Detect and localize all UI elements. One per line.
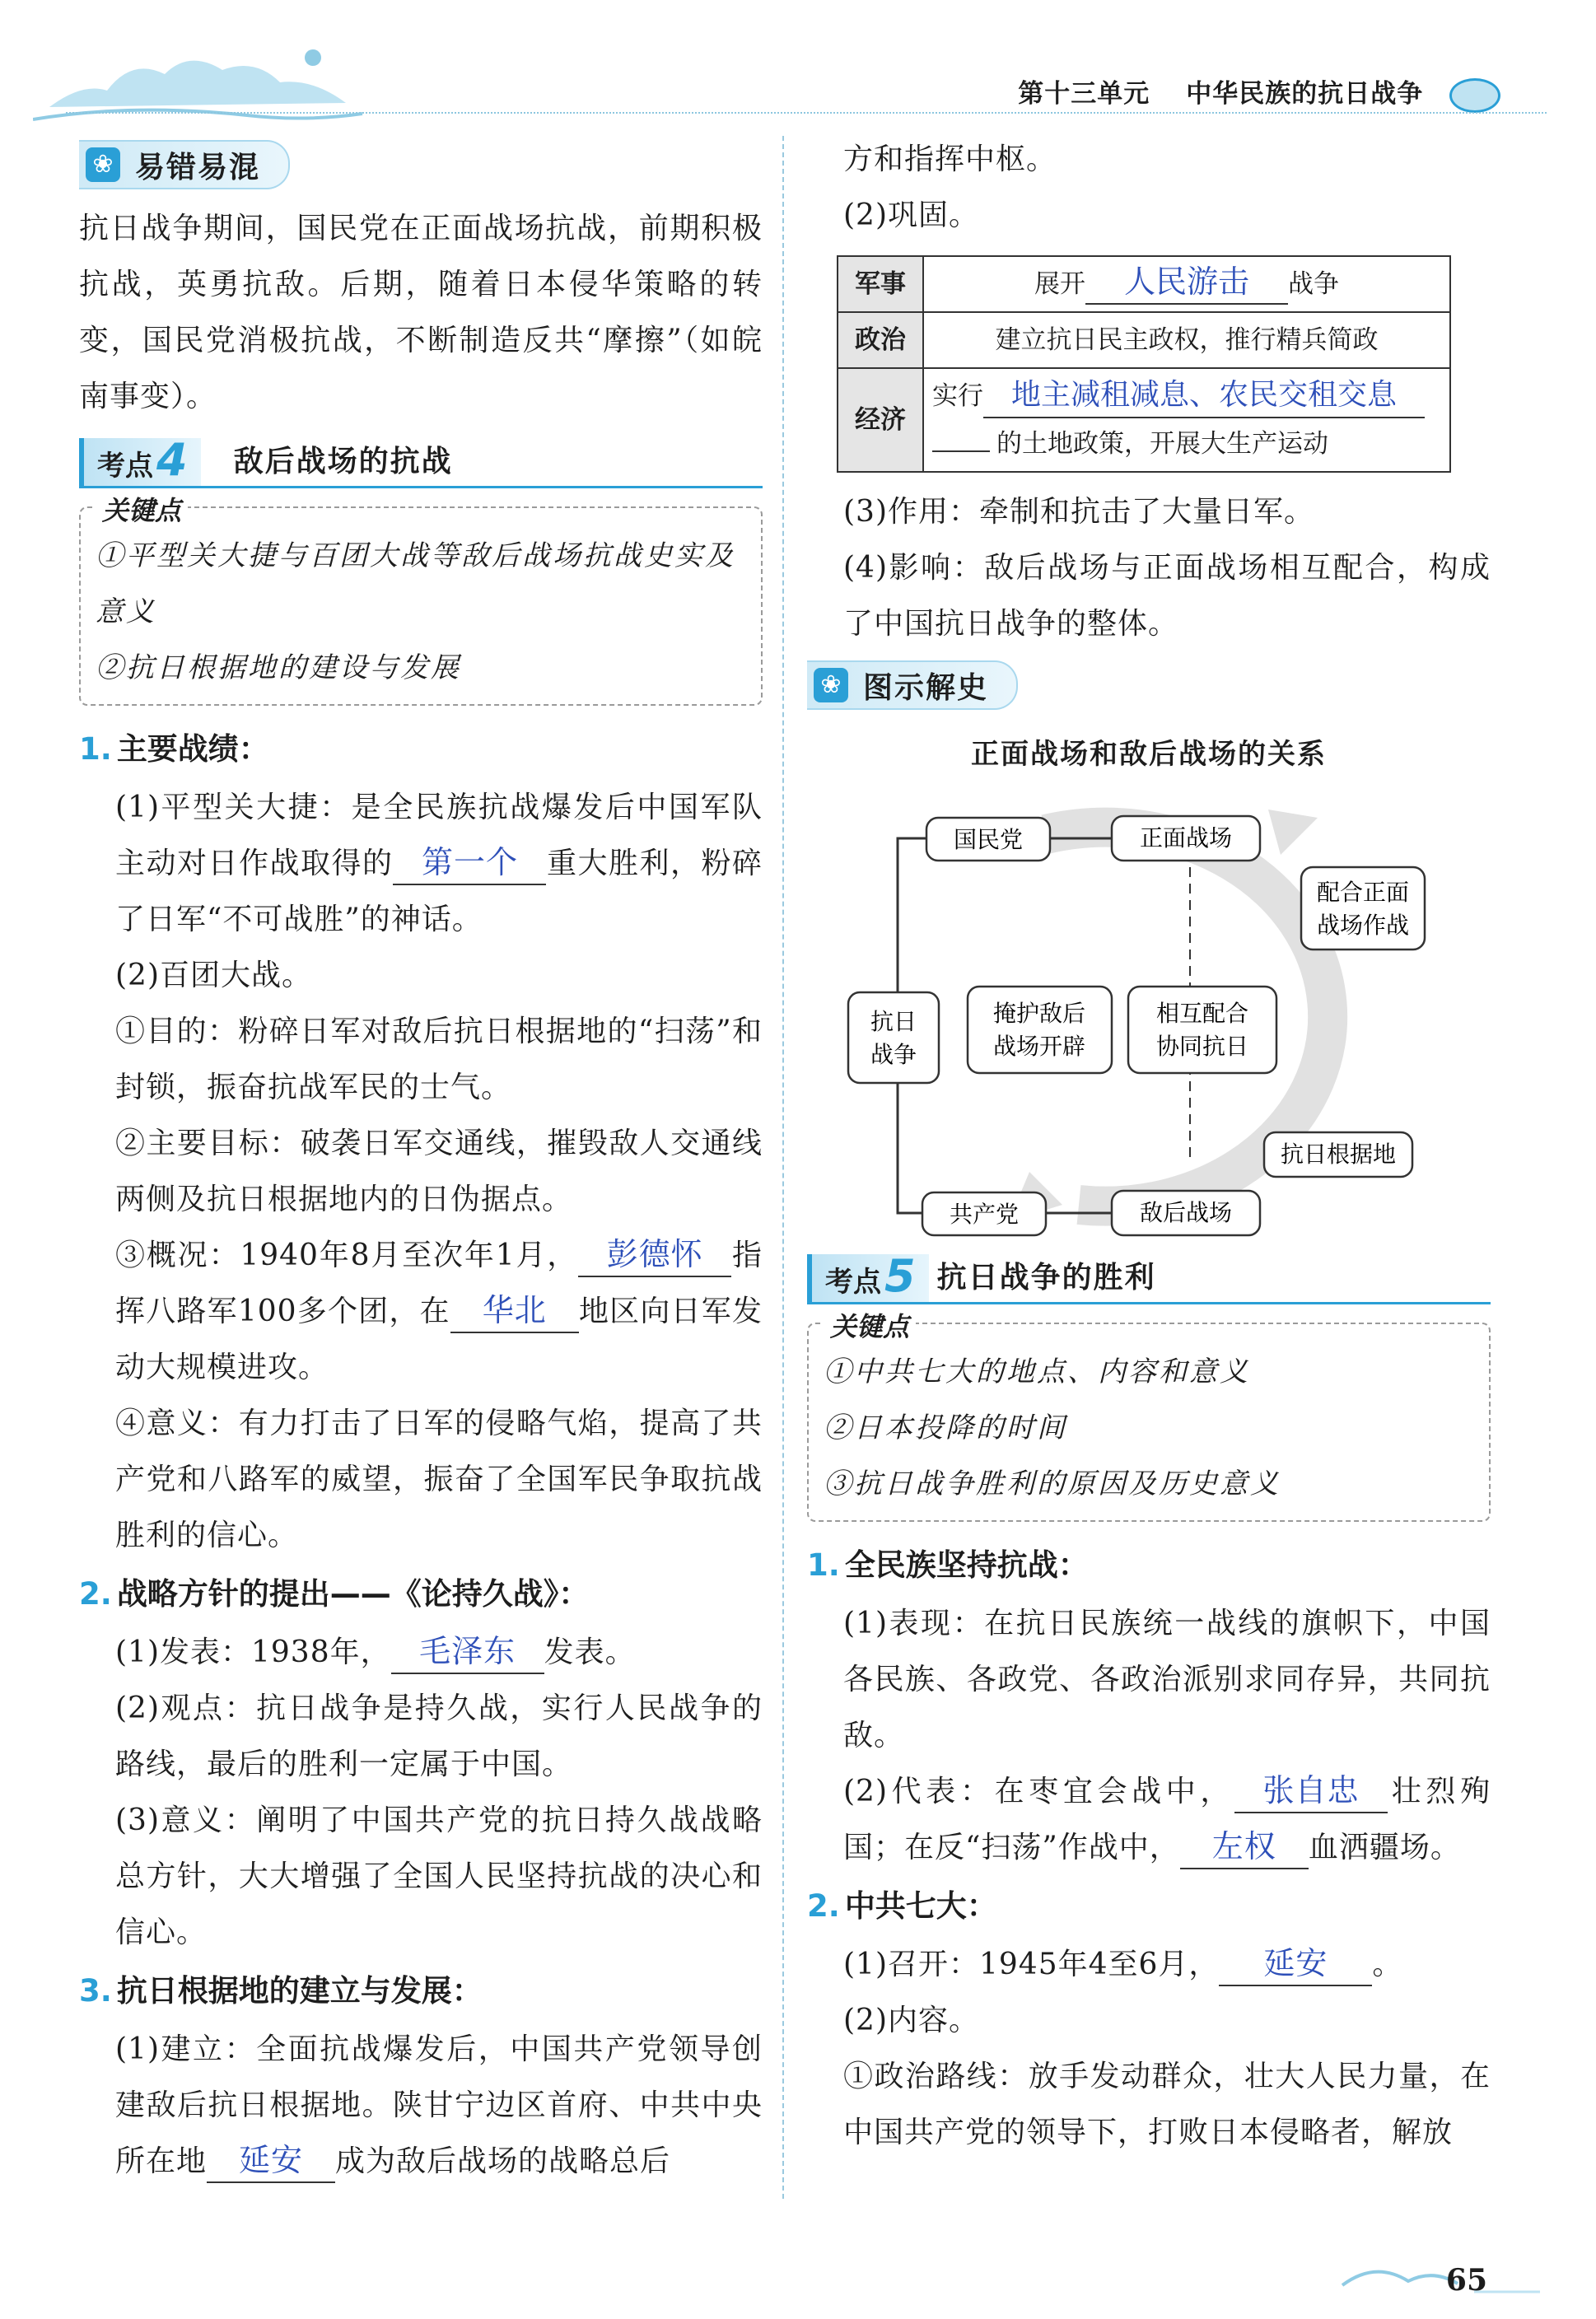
paragraph <box>79 1228 763 1396</box>
section-title: 抗日根据地的建立与发展： <box>116 1973 483 2009</box>
column-divider <box>782 136 784 2199</box>
table-key: 军事 <box>838 256 923 312</box>
answer-blank[interactable]: 张自忠 <box>1234 1769 1388 1813</box>
table-row <box>838 256 1450 312</box>
key-point: ①平型关大捷与百团大战等敌后战场抗战史实及意义 <box>96 539 735 628</box>
node-kmt <box>926 818 1050 861</box>
paragraph: (2)巩固。 <box>843 198 979 232</box>
unit-label: 第十三单元 <box>1018 79 1150 109</box>
node-label: 协同抗日 <box>1155 1033 1249 1060</box>
paragraph <box>807 1764 1491 1876</box>
section-title: 战略方针的提出——《论持久战》： <box>116 1576 590 1612</box>
globe-icon <box>1449 78 1500 113</box>
kaodian-4-heading <box>79 435 763 488</box>
paragraph <box>79 2022 763 2190</box>
text: 。 <box>1372 1948 1403 1981</box>
kaodian-badge <box>79 434 201 486</box>
key-points-title: 关键点 <box>824 1306 916 1344</box>
section-number: 1. <box>807 1547 840 1583</box>
page-number: 65 <box>1445 2263 1487 2298</box>
key-point: ①中共七大的地点、内容和意义 <box>824 1355 1250 1388</box>
node-label: 抗日根据地 <box>1280 1141 1397 1168</box>
flower-icon: ❀ <box>814 668 848 702</box>
text: 地区向日军发动大规模进攻。 <box>115 1295 763 1384</box>
node-base <box>1264 1132 1412 1177</box>
left-column <box>79 132 763 2190</box>
section-number: 3. <box>79 1973 112 2009</box>
kaodian-badge <box>807 1250 929 1302</box>
text: (1)发表：1938年， <box>115 1635 391 1669</box>
table-key: 政治 <box>838 312 923 368</box>
paragraph: ①目的：粉碎日军对敌后抗日根据地的“扫荡”和封锁，振奋抗战军民的士气。 <box>115 1015 763 1104</box>
paragraph: ①政治路线：放手发动群众，壮大人民力量，在中国共产党的领导下，打败日本侵略者，解放 <box>843 2060 1491 2149</box>
node-mutual <box>1128 987 1276 1073</box>
text: (1)召开：1945年4至6月， <box>843 1948 1220 1981</box>
answer-blank[interactable]: 地主减租减息、农民交租交息 <box>983 374 1425 418</box>
consolidation-table <box>837 255 1451 473</box>
answer-blank[interactable]: 左权 <box>1180 1825 1309 1869</box>
tip-text: 抗日战争期间，国民党在正面战场抗战，前期积极抗战，英勇抗敌。后期，随着日本侵华策略的转变，国民党消极抗战，不断制造反共“摩擦”（如皖南事变）。 <box>79 212 763 413</box>
answer-blank[interactable]: 延安 <box>207 2139 335 2183</box>
node-label: 战场作战 <box>1316 912 1410 939</box>
paragraph: (2)百团大战。 <box>115 959 312 992</box>
connector <box>898 1065 922 1213</box>
paragraph <box>807 1937 1491 1993</box>
node-label: 抗日 <box>870 1008 917 1035</box>
blank-line <box>932 426 990 452</box>
node-war <box>848 992 939 1083</box>
section-title: 中共七大： <box>844 1888 997 1924</box>
answer-blank[interactable]: 延安 <box>1219 1942 1372 1986</box>
answer-blank[interactable]: 华北 <box>450 1289 579 1333</box>
section-heading <box>79 721 763 778</box>
answer-blank[interactable]: 第一个 <box>393 841 546 885</box>
text: 战争 <box>1288 269 1339 299</box>
paragraph: (3)意义：阐明了中国共产党的抗日持久战战略总方针，大大增强了全国人民坚持抗战的决心和信心。 <box>115 1803 763 1949</box>
relationship-diagram <box>807 777 1491 1238</box>
table-cell <box>923 256 1450 312</box>
connector <box>898 838 926 1015</box>
section-heading <box>807 1537 1491 1594</box>
section-title: 主要战绩： <box>116 731 269 767</box>
key-point: ②日本投降的时间 <box>824 1411 1067 1444</box>
page-header <box>0 0 1596 132</box>
node-label: 战场开辟 <box>992 1033 1086 1060</box>
kaodian-label: 考点 <box>825 1266 881 1299</box>
node-cpc <box>922 1192 1046 1235</box>
unit-title: 中华民族的抗日战争 <box>1186 79 1424 109</box>
paragraph: (2)观点：抗日战争是持久战，实行人民战争的路线，最后的胜利一定属于中国。 <box>115 1691 763 1781</box>
text: 发表。 <box>544 1635 636 1669</box>
section-heading <box>807 1878 1491 1935</box>
text: 壮烈殉国；在反“扫荡”作战中， <box>843 1775 1491 1864</box>
kaodian-number: 4 <box>156 434 188 486</box>
table-cell <box>923 368 1450 472</box>
paragraph: ④意义：有力打击了日军的侵略气焰，提高了共产党和八路军的威望，振奋了全国军民争取抗战胜利的信心。 <box>115 1407 763 1552</box>
kaodian-title: 抗日战争的胜利 <box>936 1261 1156 1295</box>
diagram-title: 正面战场和敌后战场的关系 <box>971 738 1327 771</box>
node-front <box>1112 816 1260 861</box>
table-row <box>838 312 1450 368</box>
key-points-title: 关键点 <box>96 490 188 528</box>
arrowhead <box>1268 810 1318 855</box>
kaodian-number: 5 <box>884 1250 916 1302</box>
node-label: 国民党 <box>953 826 1024 853</box>
node-cover <box>968 987 1112 1073</box>
key-points-box <box>79 495 763 706</box>
section-title: 全民族坚持抗战： <box>844 1547 1089 1583</box>
node-label: 共产党 <box>949 1201 1020 1228</box>
node-label: 配合正面 <box>1316 879 1410 906</box>
diagram-tag-label: 图示解史 <box>863 670 989 705</box>
table-row <box>838 368 1450 472</box>
text: 指挥八路军100多个团，在 <box>115 1239 763 1328</box>
paragraph: (2)内容。 <box>843 2004 979 2037</box>
section-number: 2. <box>79 1576 112 1612</box>
section-number: 1. <box>79 731 112 767</box>
kaodian-label: 考点 <box>97 450 153 483</box>
kaodian-5-heading <box>807 1251 1491 1304</box>
section-heading <box>79 1565 763 1623</box>
text: (2)代表：在枣宜会战中， <box>843 1775 1235 1808</box>
text: 展开 <box>1034 269 1085 299</box>
answer-blank[interactable]: 人民游击 <box>1085 260 1288 305</box>
text: 血洒疆场。 <box>1308 1831 1461 1864</box>
node-label: 敌后战场 <box>1139 1199 1233 1226</box>
text: 实行 <box>932 381 983 411</box>
text: (1)平型关大捷：是全民族抗战爆发后中国军队主动对日作战取得的 <box>115 791 763 880</box>
paragraph: (4)影响：敌后战场与正面战场相互配合，构成了中国抗日战争的整体。 <box>843 551 1491 641</box>
paragraph: (3)作用：牵制和抗击了大量日军。 <box>843 495 1314 529</box>
key-points-box <box>807 1311 1491 1522</box>
text: ③概况：1940年8月至次年1月， <box>115 1239 579 1272</box>
key-point: ③抗日战争胜利的原因及历史意义 <box>824 1467 1281 1500</box>
paragraph: 方和指挥中枢。 <box>843 142 1057 176</box>
paragraph <box>79 1625 763 1681</box>
answer-blank[interactable]: 毛泽东 <box>391 1630 544 1674</box>
node-label: 正面战场 <box>1139 824 1233 852</box>
text: 的土地政策，开展大生产运动 <box>996 429 1328 459</box>
kaodian-title: 敌后战场的抗战 <box>233 445 453 478</box>
key-point: ②抗日根据地的建设与发展 <box>96 651 461 684</box>
footer-wave-decoration <box>1334 2252 1548 2302</box>
answer-blank[interactable]: 彭德怀 <box>578 1233 731 1277</box>
paragraph: (1)表现：在抗日民族统一战线的旗帜下，中国各民族、各政党、各政治派别求同存异，共同抗敌。 <box>843 1607 1491 1752</box>
text: 重大胜利，粉碎了日军“不可战胜”的神话。 <box>115 847 763 936</box>
node-label: 掩护敌后 <box>992 1000 1086 1027</box>
header-title <box>1018 72 1500 113</box>
right-column <box>807 132 1491 2161</box>
tip-tag-label: 易错易混 <box>135 150 261 184</box>
mountain-decoration <box>33 25 379 140</box>
node-coop <box>1301 867 1425 950</box>
header-divider <box>66 112 1547 114</box>
node-rear <box>1112 1191 1260 1235</box>
node-label: 战争 <box>870 1041 917 1068</box>
text: 成为敌后战场的战略总后 <box>335 2144 671 2178</box>
section-heading <box>79 1962 763 2020</box>
section-number: 2. <box>807 1888 840 1924</box>
flower-icon: ❀ <box>86 147 120 182</box>
diagram-tag <box>807 660 1018 710</box>
text: (1)建立：全面抗战爆发后，中国共产党领导创建敌后抗日根据地。陕甘宁边区首府、中共中央所在地 <box>115 2032 763 2178</box>
table-key: 经济 <box>838 368 923 472</box>
node-label: 相互配合 <box>1155 1000 1249 1027</box>
paragraph <box>79 780 763 948</box>
table-cell: 建立抗日民主政权，推行精兵简政 <box>923 312 1450 368</box>
paragraph: ②主要目标：破袭日军交通线，摧毁敌人交通线两侧及抗日根据地内的日伪据点。 <box>115 1127 763 1216</box>
tip-tag <box>79 140 290 189</box>
